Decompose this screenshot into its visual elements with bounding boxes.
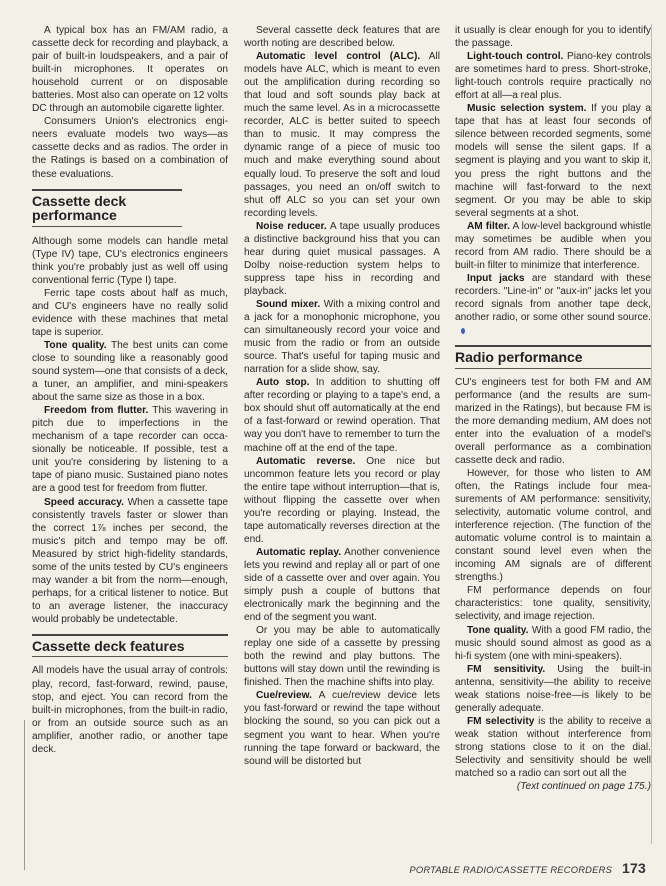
ink-mark-icon [461, 328, 465, 334]
paragraph-auto-replay: Automatic replay. Another convenience lets you rewind and replay all or part of one side of a cassette over and over again. You simply push a couple of buttons that electronically mark the beginning and the end of the segment you want. [244, 546, 440, 624]
paragraph: However, for those who listen to AM often, the Ratings include four measurements of AM performance: sensitivity, selectivity, automatic volume control, and interference rejection. (The function of the automatic volume control is to maintain a constant sound level even when the incoming AM signals are of different strengths.) [455, 467, 651, 584]
paragraph-light-touch: Light-touch control. Piano-key controls are sometimes hard to press. Short-stroke, light-touch controls require practically no effort at all—a real plus. [455, 51, 651, 102]
section-heading-cassette-features: Cassette deck features [32, 634, 228, 658]
column-1 [32, 24, 228, 756]
paragraph-fm-selectivity: FM selectivity is the ability to receive a weak station without interference from strong stations close to it on the dial. Selectivity and sensitivity should be well matched so a radio can sort out all the [455, 715, 651, 780]
section-heading-radio-performance: Radio performance [455, 345, 651, 369]
paragraph: it usually is clear enough for you to identify the passage. [455, 25, 651, 50]
run-in-heading: Input jacks [467, 272, 525, 284]
margin-rule [651, 24, 652, 844]
paragraph-music-selection: Music selection system. If you play a tape that has at least four seconds of silence between recorded segments, some models will sense the silent gaps. If a segment is playing and you want to skip it, you press the right buttons and the machine will fast-forward to the next segment. Or you may be able to skip several segments at a shot. [455, 103, 651, 219]
paragraph-alc: Automatic level control (ALC). All models have ALC, which is meant to even out the amplification during recording so that loud and soft sounds play back at much the same level. As in a microcassette recorder, ALC is better suited to speech than to music. It may compress the dynamic range of a piece of music too much and make everything sound about equally loud. To preserve the soft and loud passages, you need an on/off switch to shut off ALC so you can set your own recording levels. [244, 51, 440, 219]
run-in-heading: Tone quality. [44, 339, 107, 351]
run-in-heading: FM sensitivity. [467, 663, 546, 675]
run-in-heading: Cue/review. [256, 690, 312, 702]
paragraph: A typical box has an FM/AM radio, a cassette deck for recording and playback, a pair of built-in loudspeakers, and a pair of built-in microphones. It operates on household current or on disposable batteries. Most also can operate on 12 volts DC through an automobile cigarette lighter. [32, 25, 228, 115]
paragraph: All models have the usual array of controls: play, record, fast-forward, rewind, pause, stop, and eject. You can record from the built-in microphones, from the built-in radio, or from an outside source such as an amplifier, another radio, or another tape deck. [32, 665, 228, 755]
paragraph: Or you may be able to automatically replay one side of a cassette by pressing both the rewind and play buttons. The buttons will stay down until the rewinding is finished. Then the machine shifts into play. [244, 625, 440, 689]
paragraph-auto-stop: Auto stop. In addition to shutting off after recording or playing to a tape's end, a box should shut off automatically at the end of a fast-forward or rewind operation. That way you don't have to remember to turn the machine off at the end of the tape. [244, 377, 440, 454]
paragraph: FM performance depends on four characteristics: tone quality, sensitivity, selectivity, and image rejection. [455, 585, 651, 623]
continuation-note: (Text continued on page 175.) [516, 781, 651, 793]
run-in-heading: Auto stop. [256, 377, 310, 389]
paragraph-noise: Noise reducer. A tape usually produces a distinctive background hiss that you can hear during quiet musical passages. A Dolby noise-reduction system helps to suppress tape hiss in recording and playback. [244, 220, 440, 297]
run-in-heading: Light-touch control. [467, 51, 564, 63]
run-in-heading: AM filter. [467, 220, 510, 232]
run-in-heading: Tone quality. [467, 624, 529, 636]
run-in-heading: Noise reducer. [256, 220, 327, 232]
run-in-heading: Automatic level control (ALC). [256, 51, 421, 63]
paragraph-cue-review: Cue/review. A cue/review device lets you fast-forward or rewind the tape without blocking the sound, so you can pick out a segment you want to hear. When you're running the tape forward or backward, the sound will be distorted but [244, 690, 440, 767]
column-3 [455, 24, 651, 793]
run-in-heading: Freedom from flutter. [44, 405, 149, 417]
paragraph-input-jacks: Input jacks are standard with these recorders. "Line-in" or "aux-in" jacks let you record signals from another tape deck, another radio, or some other sound source. [455, 272, 651, 337]
paragraph-auto-reverse: Automatic reverse. One nice but uncommon feature lets you record or play the entire tape without interruption—that is, without flipping the cassette over when you're recording or playing. Instead, the tape automatically reverses direction at the end. [244, 455, 440, 545]
paragraph-flutter: Freedom from flutter. This wavering in pitch due to imperfections in the mechanism of a tape recorder can occasionally be noticeable. If possible, test a unit you're considering by listening to a tape of piano music. Sustained piano notes are a good test for freedom from flutter. [32, 405, 228, 495]
paragraph: Consumers Union's electronics engineers evaluate models two ways—as cassette decks and as radios. The order in the Ratings is based on a combination of these evaluations. [32, 116, 228, 180]
run-in-heading: Automatic replay. [256, 546, 342, 558]
paragraph-speed: Speed accuracy. When a cassette tape consistently travels faster or slower than the correct 1⅞ inches per second, the music's pitch and tempo may be off. Measured by strict high-fidelity standards, some of the units tested by CU's engineers may wander a bit from the norm—enough, perhaps, for a critical listener to notice. But to an average listener, the inaccuracy would probably be undetectable. [32, 496, 229, 625]
running-footer-title: PORTABLE RADIO/CASSETTE RECORDERS [409, 864, 613, 875]
column-2 [244, 24, 440, 768]
paragraph-tone-quality: Tone quality. The best units can come close to sounding like a reasonably good sound system—one that consists of a deck, a tuner, an amplifier, and mini-speakers about the same size as those in a box. [32, 339, 228, 404]
run-in-heading: FM selectivity [467, 715, 535, 727]
section-heading-cassette-performance: Cassette deck performance [32, 189, 182, 227]
paragraph-fm-sensitivity: FM sensitivity. Using the built-in antenna, sensitivity—the ability to receive weak stations noise-free—is likely to be generally adequate. [455, 663, 651, 714]
page-number: 173 [622, 860, 646, 876]
run-in-heading: Sound mixer. [256, 298, 321, 310]
paragraph-mixer: Sound mixer. With a mixing control and a jack for a monophonic microphone, you can simultaneously record your voice and music from the radio or from an outside source. That's useful for taping music and narration for a slide show, say. [244, 298, 440, 376]
page-footer [409, 860, 646, 876]
paragraph: Ferric tape costs about half as much, and CU's engineers have no really solid evidence with these machines that metal tape is superior. [32, 287, 228, 338]
margin-rule [24, 720, 25, 870]
paragraph: Although some models can handle metal (Type IV) tape, CU's electronics engineers think you're probably just as well off using conventional ferric (Type I) tape. [32, 235, 228, 286]
run-in-heading: Music selection system. [467, 103, 587, 115]
paragraph: Several cassette deck features that are worth noting are described below. [244, 25, 440, 50]
paragraph-fm-tone: Tone quality. With a good FM radio, the music should sound almost as good as a hi-fi system (one with mini-speakers). [455, 624, 652, 662]
paragraph: CU's engineers test for both FM and AM performance (and the results are summarized in the Ratings), but because FM is the more demanding medium, AM does not enter into the evaluation of a model's overall performance as a combination cassette deck and radio. [455, 376, 651, 466]
run-in-heading: Speed accuracy. [44, 496, 124, 508]
run-in-heading: Automatic reverse. [256, 455, 356, 467]
paragraph-am-filter: AM filter. A low-level background whistle may sometimes be audible when you record from AM radio. There should be a built-in filter to minimize that interference. [455, 220, 651, 271]
